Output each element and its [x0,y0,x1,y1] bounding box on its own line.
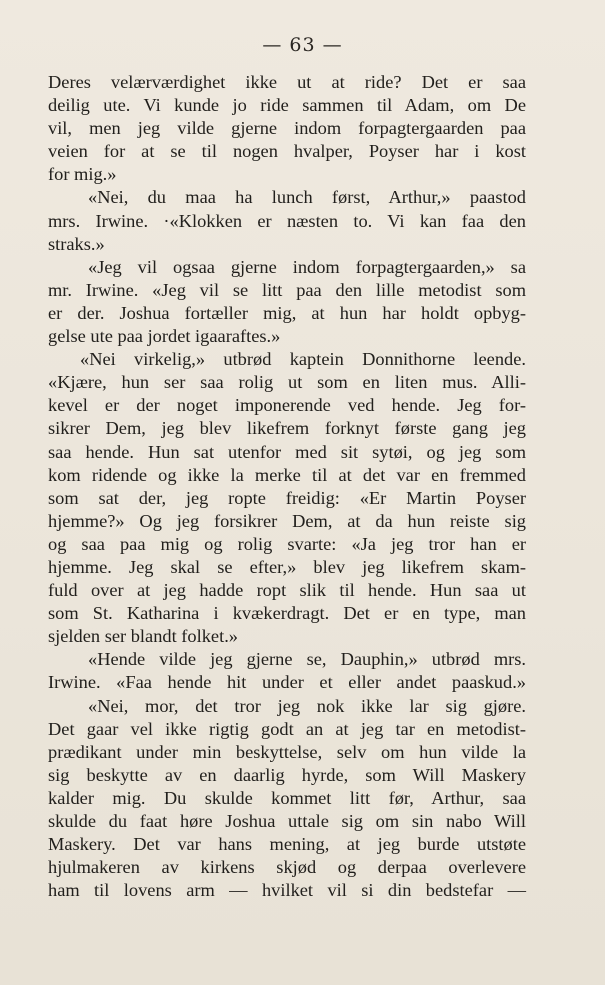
text-line: «Nei virkelig,» utbrød kaptein Donnithorne leende. [80,349,526,370]
text-line: sjelden ser blandt folket.» [48,626,238,647]
text-line: Det gaar vel ikke rigtig godt an at jeg tar en metodist- [48,718,526,739]
text-line: hjemme?» Og jeg forsikrer Dem, at da hun reiste sig [48,510,526,531]
text-line: «Hende vilde jeg gjerne se, Dauphin,» utbrød mrs. [88,649,526,670]
page-number: — 63 — [262,34,343,56]
text-line: deilig ute. Vi kunde jo ride sammen til Adam, om De [48,95,526,116]
text-line: prædikant under min beskyttelse, selv om hun vilde la [48,741,526,762]
text-line: og saa paa mig og rolig svarte: «Ja jeg tror han er [48,533,526,554]
text-line: mrs. Irwine. ·«Klokken er næsten to. Vi kan faa den [48,210,526,231]
text-line: for mig.» [48,164,117,185]
text-line: «Nei, mor, det tror jeg nok ikke lar sig gjøre. [88,695,526,716]
text-line: Maskery. Det var hans mening, at jeg burde utstøte [48,834,526,855]
text-line: «Jeg vil ogsaa gjerne indom forpagtergaarden,» sa [88,256,526,277]
text-line: saa hende. Hun sat utenfor med sit sytøi, og jeg som [48,441,526,462]
text-line: mr. Irwine. «Jeg vil se litt paa den lille metodist som [48,279,526,300]
text-line: straks.» [48,233,105,254]
text-line: skulde du faat høre Joshua uttale sig om sin nabo Will [48,811,526,831]
text-line: sig beskytte av en daarlig hyrde, som Will Maskery [48,764,526,785]
text-line: kom ridende og ikke la merke til at det var en fremmed [48,464,526,485]
text-line: gelse ute paa jordet igaaraftes.» [48,326,281,347]
text-line: kevel er der noget imponerende ved hende. Jeg for- [48,395,526,416]
text-line: «Nei, du maa ha lunch først, Arthur,» paastod [88,187,526,208]
text-line: Deres velærværdighet ikke ut at ride? Det er saa [48,72,526,92]
text-line: ham til lovens arm — hvilket vil si din bedstefar — [48,880,526,901]
body-text [48,71,526,902]
text-line: hjulmakeren av kirkens skjød og derpaa overlevere [48,857,526,878]
text-line: som sat der, jeg ropte freidig: «Er Martin Poyser [48,487,526,508]
text-line: veien for at se til nogen hvalper, Poyser har i kost [48,141,526,162]
text-line: kalder mig. Du skulde kommet litt før, Arthur, saa [48,787,526,808]
text-line: er der. Joshua fortæller mig, at hun har holdt opbyg- [48,302,526,323]
text-line: som St. Katharina i kvækerdragt. Det er en type, man [48,603,526,624]
text-line: fuld over at jeg hadde ropt slik til hende. Hun saa ut [48,580,526,601]
text-line: «Kjære, hun ser saa rolig ut som en liten mus. Alli- [48,372,526,393]
text-line: Irwine. «Faa hende hit under et eller andet paaskud.» [48,672,526,693]
text-line: vil, men jeg vilde gjerne indom forpagtergaarden paa [48,118,526,139]
text-line: sikrer Dem, jeg blev likefrem forknyt første gang jeg [48,418,526,439]
text-line: hjemme. Jeg skal se efter,» blev jeg likefrem skam- [48,556,526,577]
